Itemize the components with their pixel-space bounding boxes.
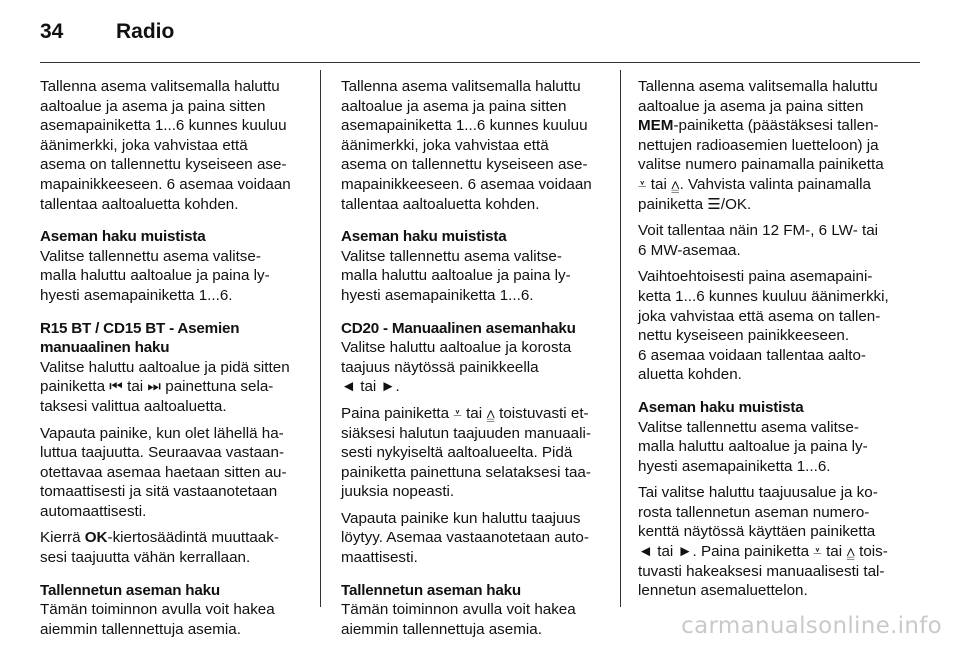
subheading: Aseman haku muistista (638, 398, 804, 416)
text-run: Kierrä (40, 529, 85, 547)
subheading: Tallennetun aseman haku (341, 581, 521, 599)
paragraph: Valitse tallennettu asema valitse- malla haluttu aaltoalue ja paina ly- hyesti asemapainiketta 1...6. (341, 247, 571, 304)
paragraph: Tallenna asema valitsemalla haluttu aaltoalue ja asema ja paina sitten asemapainiketta 1...6 kunnes kuuluu äänimerkki, joka vahvistaa että asema on tallennettu kyseiseen ase- mapainikkeeseen. 6 asemaa voidaan tallentaa aaltoaluetta kohden. (341, 78, 592, 213)
column-divider (620, 70, 621, 607)
paragraph: Tai valitse haluttu taajuusalue ja ko- rosta tallennetun aseman numero- kenttä näytössä käyttäen painiketta ◄ tai ►. Paina painiketta ⩡ tai ⩠ tois- tuvasti hakeaksesi manuaalisesti tal- lennetun asemaluettelon. (638, 484, 888, 600)
text-run: -kiertosäädintä muuttaak- sesi taajuutta vähän kerrallaan. (40, 529, 279, 567)
paragraph: Valitse haluttu aaltoalue ja pidä sitten painiketta ⏮ tai ⏭ painettuna sela- taksesi valittua aaltoaluetta. (40, 358, 290, 415)
column-2 (341, 77, 613, 646)
paragraph: Tämän toiminnon avulla voit hakea aiemmin tallennettuja asemia. (341, 601, 576, 638)
column-divider (320, 70, 321, 607)
text-run: Tallenna asema valitsemalla haluttu aaltoalue ja asema ja paina sitten (638, 78, 878, 115)
paragraph: Valitse haluttu aaltoalue ja korosta taajuus näytössä painikkeella ◄ tai ►. (341, 339, 572, 396)
column-3 (638, 77, 918, 608)
mem-button-label: MEM (638, 117, 674, 135)
paragraph (40, 528, 315, 567)
paragraph (638, 77, 918, 214)
paragraph: Voit tallentaa näin 12 FM-, 6 LW- tai 6 MW-asemaa. (638, 222, 879, 259)
paragraph: Valitse tallennettu asema valitse- malla haluttu aaltoalue ja paina ly- hyesti asemapainiketta 1...6. (40, 247, 270, 304)
subheading: R15 BT / CD15 BT - Asemien manuaalinen haku (40, 319, 240, 357)
paragraph: Vaihtoehtoisesti paina asemapaini- ketta 1...6 kunnes kuuluu äänimerkki, joka vahvistaa että asema on tallen- nettu kyseiseen painikkeeseen. 6 asemaa voidaan tallentaa aalto- aluetta kohden. (638, 268, 889, 384)
paragraph: Vapauta painike, kun olet lähellä ha- luttua taajuutta. Seuraavaa vastaan- otettavaa asemaa haetaan sitten au- tomaattisesti ja sitä vastaanotetaan automaattisesti. (40, 424, 287, 520)
column-1 (40, 77, 315, 646)
paragraph: Paina painiketta ⩡ tai ⩠ toistuvasti et- siäksesi halutun taajuuden manuaali- sesti nykyiseltä aaltoalueelta. Pidä painiketta painettuna selataksesi taa- juuksia nopeasti. (341, 404, 591, 501)
paragraph: Tämän toiminnon avulla voit hakea aiemmin tallennettuja asemia. (40, 601, 275, 638)
subheading: CD20 - Manuaalinen asemanhaku (341, 319, 576, 337)
page-header (40, 20, 174, 50)
header-rule (40, 62, 920, 63)
subheading: Aseman haku muistista (341, 228, 507, 246)
text-run: -painiketta (päästäksesi tallen- nettujen radioasemien luetteloon) ja valitse numero painamalla painiketta ⩡ tai ⩠. Vahvista valinta painamalla painiketta ☰/OK. (638, 117, 884, 213)
paragraph: Tallenna asema valitsemalla haluttu aaltoalue ja asema ja paina sitten asemapainiketta 1...6 kunnes kuuluu äänimerkki, joka vahvistaa että asema on tallennettu kyseiseen ase- mapainikkeeseen. 6 asemaa voidaan tallentaa aaltoaluetta kohden. (40, 78, 291, 213)
ok-knob-label: OK (84, 529, 108, 547)
page-number: 34 (40, 20, 64, 43)
watermark: carmanualsonline.info (681, 613, 942, 639)
paragraph: Vapauta painike kun haluttu taajuus löytyy. Asemaa vastaanotetaan auto- maattisesti. (341, 509, 589, 567)
paragraph: Valitse tallennettu asema valitse- malla haluttu aaltoalue ja paina ly- hyesti asemapainiketta 1...6. (638, 418, 868, 475)
subheading: Tallennetun aseman haku (40, 581, 220, 599)
section-title: Radio (116, 20, 175, 43)
subheading: Aseman haku muistista (40, 228, 206, 246)
